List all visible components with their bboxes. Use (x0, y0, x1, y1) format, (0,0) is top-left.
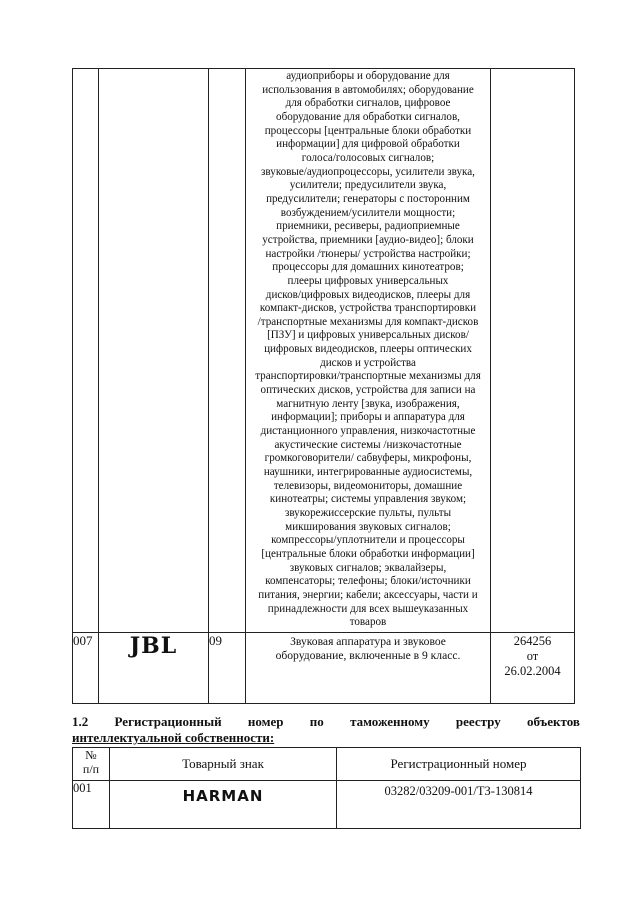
cell-num-empty (73, 69, 99, 633)
goods-line: [ПЗУ] и цифровых универсальных дисков/ (267, 329, 469, 342)
goods-line: компакт-дисков, устройства транспортировки (259, 302, 477, 315)
goods-line: возбуждением/усилители мощности; (280, 206, 456, 219)
goods-line: транспортировки/транспортные механизмы для (255, 370, 481, 383)
heading-word: таможенному (350, 714, 430, 729)
section-heading-line1 (72, 714, 580, 730)
row-number: 001 (73, 781, 110, 829)
goods-line: звуковых сигналов; эквалайзеры, (289, 561, 447, 574)
heading-word: объектов (526, 714, 580, 729)
goods-line: магнитную ленту [звука, изображения, (276, 397, 460, 410)
goods-line: товаров (349, 616, 387, 629)
goods-line: плееры цифровых универсальных (287, 274, 449, 287)
cell-reg-empty (491, 69, 575, 633)
goods-line: цифровых видеодисков, плееры оптических (264, 343, 472, 356)
goods-line: дисков и устройства (320, 356, 416, 369)
goods-line: голоса/голосовых сигналов; (301, 151, 435, 164)
trademark-logo-jbl: JBL (99, 632, 209, 703)
goods-description-007 (246, 633, 490, 663)
header-reg-number: Регистрационный номер (337, 748, 581, 781)
goods-line: компрессоры/уплотнители и процессоры (271, 534, 465, 547)
header-trademark: Товарный знак (110, 748, 337, 781)
goods-line: оборудование для обработки сигналов, (276, 110, 460, 123)
goods-line: оптических дисков, устройства для записи на (260, 384, 476, 397)
goods-description (246, 69, 490, 632)
cell-class-empty (209, 69, 246, 633)
row-number: 007 (73, 632, 99, 703)
registration-date: 26.02.2004 (504, 663, 561, 678)
goods-line: информации]; приборы и аппаратура для (271, 411, 465, 424)
header-number-symbol: № (85, 748, 97, 762)
table-row-continuation (73, 69, 575, 633)
goods-line: информации] для цифровой обработки (276, 138, 460, 151)
goods-line: использования в автомобилях; оборудование (262, 83, 474, 96)
goods-line: устройства, приемники [аудио-видео]; блоки (262, 233, 474, 246)
goods-line: Звуковая аппаратура и звуковое (290, 634, 446, 648)
section-heading-line2: интеллектуальной собственности: (72, 730, 275, 745)
goods-line: звукорежиссерские пульты, пульты (284, 507, 452, 519)
customs-reg-number: 03282/03209-001/ТЗ-130814 (337, 781, 581, 829)
section-heading (72, 714, 580, 746)
goods-line: настройки /тюнеры/ устройства настройки; (265, 247, 471, 260)
registration-number: 264256 (513, 633, 552, 648)
registration-from: от (526, 648, 539, 663)
goods-line: приемники, ресиверы, радиоприемные (276, 220, 460, 233)
heading-word: 1.2 (72, 714, 89, 729)
goods-line: оборудование, включенные в 9 класс. (275, 648, 461, 662)
heading-word: реестру (455, 714, 501, 729)
goods-line: кинотеатры; системы управления звуком; (269, 493, 467, 506)
goods-line: усилители; предусилители звука, (289, 179, 447, 192)
goods-line: звуковые/аудиопроцессоры, усилители звука, (261, 165, 475, 178)
goods-line: процессоры для домашних кинотеатров; (272, 261, 464, 274)
cell-goods-list (246, 69, 491, 633)
header-number (73, 748, 110, 781)
goods-line: дистанционного управления, низкочастотные (260, 425, 476, 438)
table-header-row (73, 748, 581, 781)
header-number-label: п/п (82, 762, 100, 776)
registration-info (491, 633, 574, 679)
heading-word: Регистрационный (114, 714, 222, 729)
table-row-007 (73, 632, 575, 703)
goods-line: предусилители; генераторы с посторонним (266, 192, 470, 205)
goods-line: акустические системы /низкочастотные (274, 438, 462, 451)
customs-registry-table (72, 747, 581, 829)
goods-line: аудиоприборы и оборудование для (286, 70, 450, 82)
table-row-001 (73, 781, 581, 829)
goods-line: процессоры [центральные блоки обработки (264, 124, 472, 137)
goods-line: дисков/цифровых видеодисков, плееры для (265, 288, 471, 301)
cell-mark-empty (99, 69, 209, 633)
goods-line: компенсаторы; телефоны; блоки/источники (265, 575, 471, 588)
cell-goods-007 (246, 632, 491, 703)
heading-word: по (309, 714, 324, 729)
goods-line: наушники, интегрированные аудиосистемы, (263, 466, 473, 479)
trademark-goods-table (72, 68, 575, 704)
trademark-logo-harman: HARMAN (110, 781, 337, 829)
goods-line: принадлежности для всех вышеуказанных (267, 602, 469, 615)
goods-line: телевизоры, видеомониторы, домашние (273, 479, 463, 492)
goods-line: питания, энергии; кабели; аксессуары, части и (258, 588, 478, 601)
goods-line: микширования звуковых сигналов; (285, 520, 451, 533)
goods-line: /транспортные механизмы для компакт-дисков (257, 315, 479, 328)
class-number: 09 (209, 632, 246, 703)
goods-line: громкоговорители/ сабвуферы, микрофоны, (264, 452, 472, 465)
goods-line: [центральные блоки обработки информации] (261, 547, 475, 560)
cell-registration-007 (491, 632, 575, 703)
goods-line: для обработки сигналов, цифровое (285, 97, 451, 110)
heading-word: номер (247, 714, 284, 729)
